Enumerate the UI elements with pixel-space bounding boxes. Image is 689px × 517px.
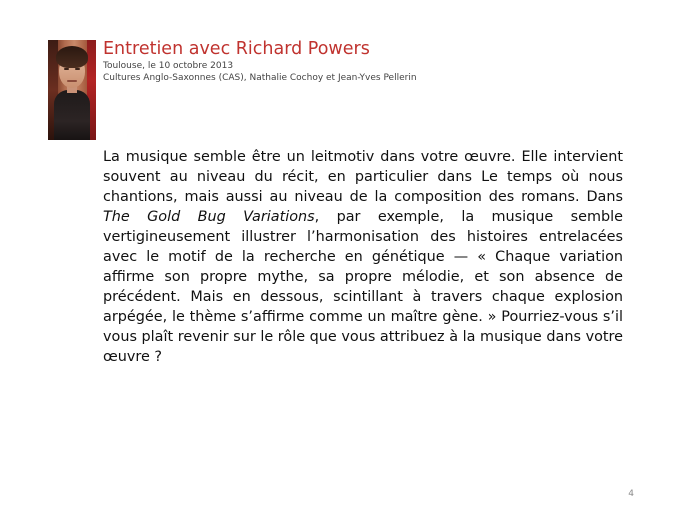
- photo-eye-right: [75, 68, 80, 70]
- photo-shirt: [54, 90, 90, 140]
- photo-mouth: [67, 80, 77, 82]
- date-line: Toulouse, le 10 octobre 2013: [103, 61, 234, 71]
- question-text-part1: La musique semble être un leitmotiv dans votre œuvre. Elle intervient souvent au niveau du récit, en particulier dans Le temps où nous chantions, mais aussi au niveau de la composition des romans. Dans: [103, 149, 623, 205]
- slide-title: Entretien avec Richard Powers: [103, 39, 370, 59]
- author-portrait-photo: [48, 40, 96, 140]
- photo-hair: [56, 46, 88, 68]
- question-paragraph: [103, 147, 623, 367]
- page-number: 4: [628, 489, 634, 499]
- authors-line: Cultures Anglo-Saxonnes (CAS), Nathalie Cochoy et Jean-Yves Pellerin: [103, 73, 417, 83]
- question-text-part2: , par exemple, la musique semble vertigineusement illustrer l’harmonisation des histoires entrelacées avec le motif de la recherche en génétique — « Chaque variation affirme son propre mythe, sa propre mélodie, et son absence de précédent. Mais en dessous, scintillant à travers chaque explosion arpégée, le thème s’affirme comme un maître gène. » Pourriez-vous s’il vous plaît revenir sur le rôle que vous attribuez à la musique dans votre œuvre ?: [103, 209, 623, 365]
- photo-eye-left: [64, 68, 69, 70]
- book-title-italic: The Gold Bug Variations: [103, 209, 315, 225]
